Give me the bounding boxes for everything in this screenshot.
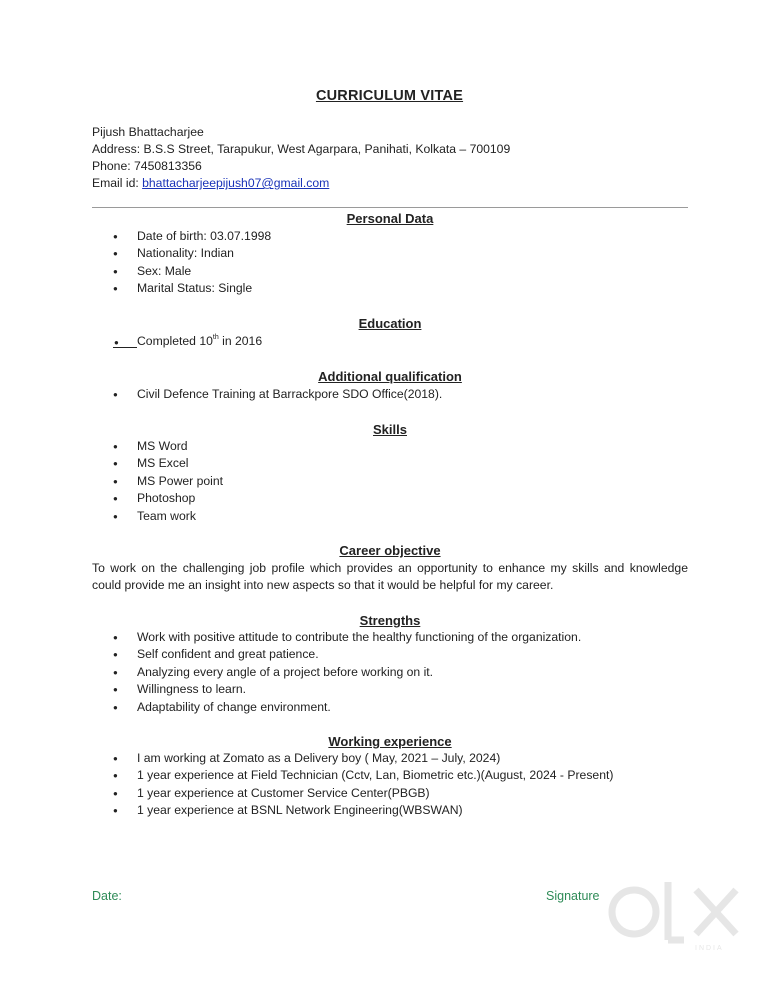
list-item: ● Team work	[92, 508, 223, 525]
list-item: ● Photoshop	[92, 490, 223, 507]
education-item	[137, 333, 262, 349]
education-item-suffix: in 2016	[218, 334, 263, 348]
email-label: Email id:	[92, 176, 143, 190]
list-item: ● MS Power point	[92, 473, 223, 490]
education-item-sup: th	[212, 334, 219, 341]
personal-data-heading: Personal Data	[346, 211, 434, 226]
career-objective-heading: Career objective	[339, 543, 441, 558]
list-item: ● 1 year experience at Customer Service Center(PBGB)	[92, 785, 613, 802]
working-experience-list	[92, 750, 613, 820]
list-item: ● Date of birth: 03.07.1998	[92, 228, 271, 245]
contact-phone: Phone: 7450813356	[92, 159, 202, 173]
list-item: ● MS Word	[92, 438, 223, 455]
list-item: ● Nationality: Indian	[92, 245, 271, 262]
list-item: ● 1 year experience at Field Technician (Cctv, Lan, Biometric etc.)(August, 2024 - Present)	[92, 767, 613, 784]
contact-name: Pijush Bhattacharjee	[92, 125, 204, 139]
strengths-list	[92, 629, 581, 716]
personal-data-list	[92, 228, 271, 298]
email-link[interactable]: bhattacharjeepijush07@gmail.com	[142, 176, 330, 190]
additional-qualification-list	[92, 386, 442, 403]
list-item: ● Willingness to learn.	[92, 681, 581, 698]
list-item: ● Marital Status: Single	[92, 280, 271, 297]
list-item: ● Self confident and great patience.	[92, 646, 581, 663]
list-item: ● Civil Defence Training at Barrackpore SDO Office(2018).	[92, 386, 442, 403]
list-item: ● 1 year experience at BSNL Network Engineering(WBSWAN)	[92, 802, 613, 819]
skills-heading: Skills	[373, 422, 407, 437]
olx-letter-o	[612, 890, 656, 934]
signature-label: Signature	[546, 889, 600, 903]
list-item: ● Adaptability of change environment.	[92, 699, 581, 716]
career-objective-text: To work on the challenging job profile which provides an opportunity to enhance my skills and knowledge could provide me an insight into new aspects so that it would be helpful for my career.	[92, 561, 688, 593]
education-heading: Education	[358, 316, 422, 331]
contact-address: Address: B.S.S Street, Tarapukur, West Agarpara, Panihati, Kolkata – 700109	[92, 142, 511, 156]
skills-list	[92, 438, 223, 525]
additional-qualification-heading: Additional qualification	[318, 369, 462, 384]
list-item: ● Work with positive attitude to contribute the healthy functioning of the organization.	[92, 629, 581, 646]
contact-email-line	[92, 175, 329, 191]
education-item-prefix: Completed 10	[137, 334, 213, 348]
olx-region-text: INDIA	[695, 945, 724, 952]
working-experience-heading: Working experience	[328, 734, 452, 749]
divider-line	[92, 207, 688, 208]
olx-watermark-logo	[600, 878, 750, 952]
list-item: ● MS Excel	[92, 455, 223, 472]
document-title: CURRICULUM VITAE	[315, 88, 464, 104]
list-item: ● I am working at Zomato as a Delivery boy ( May, 2021 – July, 2024)	[92, 750, 613, 767]
education-bullet	[113, 333, 137, 348]
list-item: ● Analyzing every angle of a project before working on it.	[92, 664, 581, 681]
date-label: Date:	[92, 889, 122, 903]
list-item: ● Sex: Male	[92, 263, 271, 280]
strengths-heading: Strengths	[359, 613, 421, 628]
